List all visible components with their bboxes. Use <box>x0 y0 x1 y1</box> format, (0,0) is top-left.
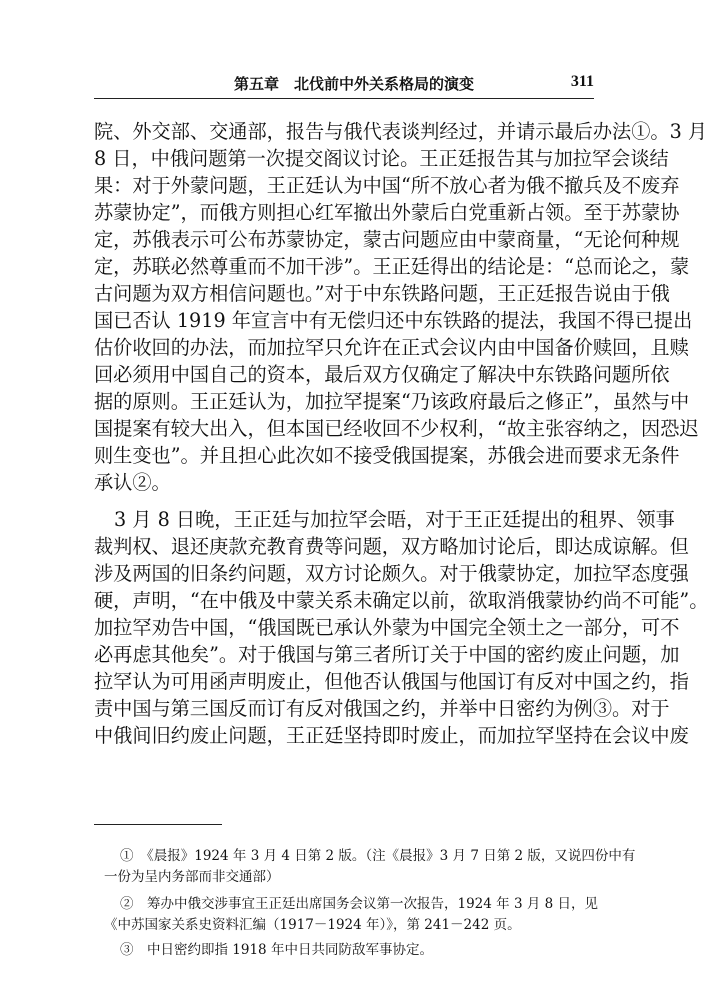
footnote-line: ② 筹办中俄交涉事宜王正廷出席国务会议第一次报告，1924 年 3 月 8 日，见 <box>120 896 598 912</box>
text-line: 古问题为双方相信问题也。”对于中东铁路问题，王正廷报告说由于俄 <box>94 282 670 305</box>
footnote-line: ③ 中日密约即指 1918 年中日共同防敌军事协定。 <box>120 942 433 958</box>
footnote-line: ① 《晨报》1924 年 3 月 4 日第 2 版。（注《晨报》3 月 7 日第 2 版，又说四份中有 <box>120 848 636 864</box>
text-line: 果：对于外蒙问题，王正廷认为中国“所不放心者为俄不撤兵及不废弃 <box>94 174 680 197</box>
text-line: 定，苏联必然尊重而不加干涉”。王正廷得出的结论是：“总而论之，蒙 <box>94 255 690 278</box>
page-number: 311 <box>570 73 594 90</box>
text-line: 裁判权、退还庚款充教育费等问题，双方略加讨论后，即达成谅解。但 <box>94 535 689 558</box>
text-line: 国已否认 1919 年宣言中有无偿归还中东铁路的提法，我国不得已提出 <box>94 309 693 332</box>
text-line: 则生变也”。并且担心此次如不接受俄国提案，苏俄会进而要求无条件 <box>94 444 680 467</box>
header-rule <box>94 98 594 99</box>
text-line: 估价收回的办法，而加拉罕只允许在正式会议内由中国备价赎回，且赎 <box>94 336 689 359</box>
text-line: 责中国与第三国反而订有反对俄国之约，并举中日密约为例③。对于 <box>94 697 670 720</box>
text-line: 国提案有较大出入，但本国已经收回不少权利，“故主张容纳之，因恐迟 <box>94 417 699 440</box>
text-line: 硬，声明，“在中俄及中蒙关系未确定以前，欲取消俄蒙协约尚不可能”。 <box>94 589 708 612</box>
text-line: 8 日，中俄问题第一次提交阁议讨论。王正廷报告其与加拉罕会谈结 <box>94 147 669 170</box>
footnote-line: 一份为呈内务部而非交通部） <box>104 869 280 885</box>
footnote-line: 《中苏国家关系史资料汇编（1917－1924 年）》，第 241－242 页。 <box>104 917 521 933</box>
text-line: 院、外交部、交通部，报告与俄代表谈判经过，并请示最后办法①。3 月 <box>94 120 708 143</box>
text-line: 回必须用中国自己的资本，最后双方仅确定了解决中东铁路问题所依 <box>94 363 670 386</box>
text-line: 据的原则。王正廷认为，加拉罕提案“乃该政府最后之修正”，虽然与中 <box>94 390 690 413</box>
text-line: 3 月 8 日晚，王正廷与加拉罕会晤，对于王正廷提出的租界、领事 <box>114 508 675 531</box>
text-line: 承认②。 <box>94 471 171 494</box>
chapter-title: 第五章 北伐前中外关系格局的演变 <box>234 75 475 93</box>
text-line: 定，苏俄表示可公布苏蒙协定，蒙古问题应由中蒙商量，“无论何种规 <box>94 228 680 251</box>
text-line: 必再虑其他矣”。对于俄国与第三者所订关于中国的密约废止问题，加 <box>94 643 680 666</box>
footnote-rule <box>94 824 222 825</box>
text-line: 加拉罕劝告中国，“俄国既已承认外蒙为中国完全领土之一部分，可不 <box>94 616 680 639</box>
text-line: 苏蒙协定”，而俄方则担心红军撤出外蒙后白党重新占领。至于苏蒙协 <box>94 201 680 224</box>
text-line: 拉罕认为可用函声明废止，但他否认俄国与他国订有反对中国之约，指 <box>94 670 689 693</box>
running-header <box>94 73 594 97</box>
text-line: 中俄间旧约废止问题，王正廷坚持即时废止，而加拉罕坚持在会议中废 <box>94 724 689 747</box>
text-line: 涉及两国的旧条约问题，双方讨论颇久。对于俄蒙协定，加拉罕态度强 <box>94 562 689 585</box>
